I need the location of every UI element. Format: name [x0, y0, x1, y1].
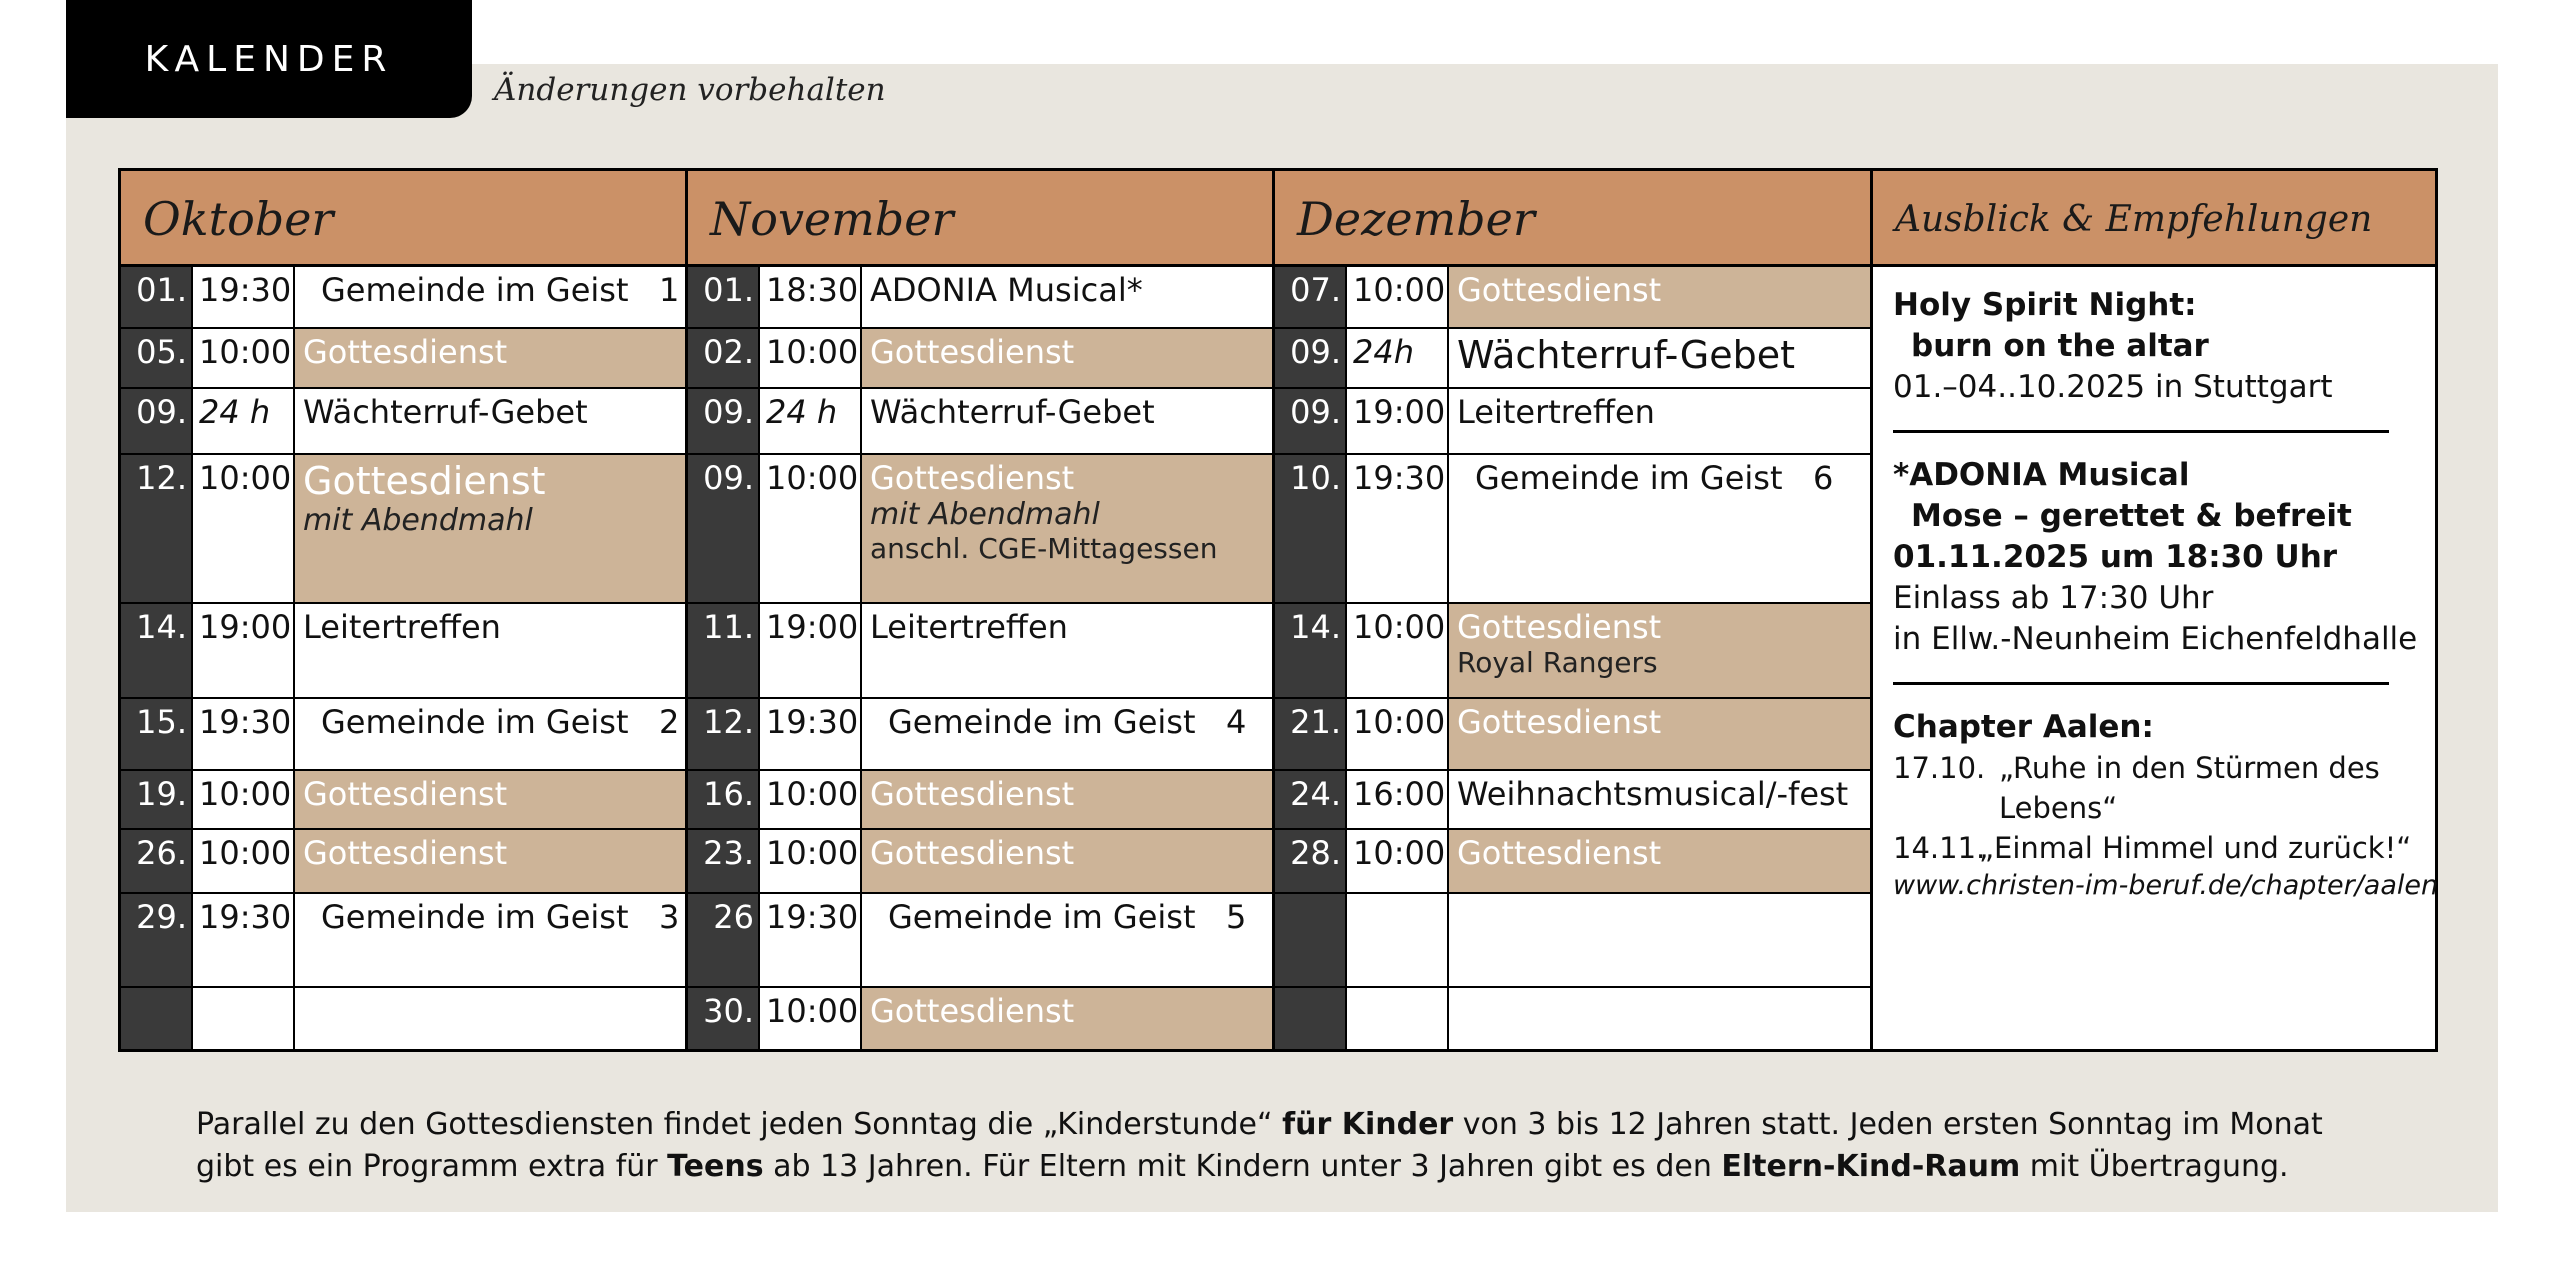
event-cell: [295, 455, 685, 602]
event-time: 19:30: [1345, 455, 1449, 602]
footer-note: [196, 1104, 2323, 1188]
event-time: 19:30: [191, 894, 295, 986]
calendar-table: [118, 168, 2438, 1052]
event-cell: [1449, 699, 1870, 769]
calendar-row: [1275, 828, 1870, 892]
event-title: Gottesdienst: [870, 992, 1075, 1030]
event-day: 07.: [1290, 271, 1341, 309]
divider: [1893, 682, 2389, 685]
event-time: 19:00: [1345, 389, 1449, 453]
event-day: 12.: [703, 703, 754, 741]
chapter-url: www.christen-im-beruf.de/chapter/aalen: [1893, 870, 2439, 901]
event-day: 12.: [136, 459, 187, 497]
event-time: 24 h: [758, 389, 862, 453]
event-day: 26.: [136, 834, 187, 872]
event-title: Gemeinde im Geist 3: [321, 898, 680, 936]
event-day: [1275, 894, 1345, 986]
calendar-row: [1275, 387, 1870, 453]
calendar-row: [1275, 697, 1870, 769]
event-time: 19:30: [758, 894, 862, 986]
calendar-row: [121, 986, 685, 1049]
event-day: 15.: [136, 703, 187, 741]
event-title: Gottesdienst: [870, 459, 1075, 497]
calendar-row: [688, 892, 1272, 986]
event-cell: [1449, 894, 1870, 986]
event-day: 30.: [703, 992, 754, 1030]
event-time: 10:00: [758, 771, 862, 828]
event-cell: [862, 329, 1272, 387]
event-day: 23.: [703, 834, 754, 872]
hsn-subtitle: burn on the altar: [1911, 328, 2209, 364]
event-cell: [295, 830, 685, 892]
footer-text: von 3 bis 12 Jahren statt. Jeden ersten Sonntag im Monat: [1453, 1107, 2323, 1142]
event-cell: [295, 699, 685, 769]
event-time: 10:00: [191, 455, 295, 602]
event-title: Gottesdienst: [870, 775, 1075, 813]
event-day: 01.: [703, 271, 754, 309]
event-cell: [862, 830, 1272, 892]
adonia-entry: Einlass ab 17:30 Uhr: [1893, 580, 2214, 616]
event-day: 09.: [136, 393, 187, 431]
event-time: [1345, 988, 1449, 1049]
adonia-location: in Ellw.-Neunheim Eichenfeldhalle: [1893, 621, 2418, 657]
footer-bold: Teens: [667, 1149, 764, 1184]
calendar-row: [688, 602, 1272, 697]
calendar-row: [121, 828, 685, 892]
hsn-title: Holy Spirit Night:: [1893, 287, 2197, 323]
event-cell: [295, 894, 685, 986]
footer-line: [196, 1146, 2323, 1188]
event-time: 19:30: [758, 699, 862, 769]
event-cell: [1449, 267, 1870, 327]
event-day: 11.: [703, 608, 754, 646]
calendar-row: [688, 697, 1272, 769]
calendar-row: [121, 453, 685, 602]
event-day: 02.: [703, 333, 754, 371]
event-cell: [862, 988, 1272, 1049]
event-title: Gottesdienst: [303, 459, 546, 503]
event-cell: [862, 604, 1272, 697]
calendar-row: [688, 986, 1272, 1049]
event-title: Wächterruf-Gebet: [870, 393, 1155, 431]
event-title: Gottesdienst: [1457, 834, 1662, 872]
event-title: Leitertreffen: [1457, 393, 1655, 431]
event-time: 24h: [1345, 329, 1449, 387]
event-cell: [295, 329, 685, 387]
event-time: 10:00: [191, 830, 295, 892]
calendar-row: [1275, 327, 1870, 387]
page-title: KALENDER: [144, 38, 394, 80]
event-title: Gottesdienst: [303, 775, 508, 813]
calendar-row: [688, 387, 1272, 453]
event-cell: [1449, 830, 1870, 892]
event-cell: [295, 988, 685, 1049]
event-time: [191, 988, 295, 1049]
event-day: 16.: [703, 775, 754, 813]
chapter-date: 14.11.: [1893, 831, 1986, 865]
event-title: Gottesdienst: [1457, 271, 1662, 309]
event-day: [121, 988, 191, 1049]
event-title: Weihnachtsmusical/-fest: [1457, 775, 1849, 813]
footer-bold: für Kinder: [1282, 1107, 1454, 1142]
calendar-row: [1275, 892, 1870, 986]
chapter-text: [1999, 748, 2380, 828]
event-time: 10:00: [758, 455, 862, 602]
event-cell: [1449, 988, 1870, 1049]
event-time: 24 h: [191, 389, 295, 453]
adonia-date: 01.11.2025 um 18:30 Uhr: [1893, 539, 2338, 575]
event-title: Gemeinde im Geist 1: [321, 271, 680, 309]
event-day: 10.: [1290, 459, 1341, 497]
calendar-row: [688, 828, 1272, 892]
event-title: ADONIA Musical*: [870, 271, 1143, 309]
event-day: 09.: [1290, 393, 1341, 431]
event-cell: [862, 455, 1272, 602]
event-time: 19:00: [191, 604, 295, 697]
footer-line: [196, 1104, 2323, 1146]
chapter-text: „Einmal Himmel und zurück!“: [1979, 831, 2412, 865]
event-day: 19.: [136, 775, 187, 813]
event-cell: [1449, 455, 1870, 602]
month-header-dezember: Dezember: [1297, 192, 1535, 246]
event-time: 10:00: [758, 988, 862, 1049]
month-header-november: November: [710, 192, 954, 246]
chapter-text-line: „Ruhe in den Stürmen des: [1999, 751, 2380, 785]
calendar-row: [688, 453, 1272, 602]
calendar-header-tab: [66, 0, 472, 118]
event-day: [1275, 988, 1345, 1049]
event-time: 19:30: [191, 699, 295, 769]
page-subtitle: Änderungen vorbehalten: [494, 72, 886, 108]
event-title: Gottesdienst: [870, 333, 1075, 371]
event-title: Gemeinde im Geist 5: [888, 898, 1247, 936]
event-day: 24.: [1290, 775, 1341, 813]
event-title: Gottesdienst: [1457, 703, 1662, 741]
event-cell: [862, 894, 1272, 986]
event-day: 09.: [703, 393, 754, 431]
footer-text: Parallel zu den Gottesdiensten findet jeden Sonntag die „Kinderstunde“: [196, 1107, 1283, 1142]
calendar-row: [1275, 602, 1870, 697]
event-cell: [295, 389, 685, 453]
footer-text: ab 13 Jahren. Für Eltern mit Kindern unter 3 Jahren gibt es den: [763, 1149, 1722, 1184]
event-cell: [1449, 329, 1870, 387]
calendar-row: [121, 267, 685, 327]
event-note: Royal Rangers: [1457, 646, 1658, 679]
hsn-date: 01.–04..10.2025 in Stuttgart: [1893, 369, 2333, 405]
event-day: 05.: [136, 333, 187, 371]
chapter-item: [1893, 748, 2435, 828]
event-time: 10:00: [1345, 699, 1449, 769]
event-day: 14.: [1290, 608, 1341, 646]
aside-recommendations: [1873, 267, 2439, 904]
footer-text: mit Übertragung.: [2020, 1149, 2289, 1184]
adonia-title: *ADONIA Musical: [1893, 457, 2190, 493]
event-time: 19:30: [191, 267, 295, 327]
event-title: Gottesdienst: [870, 834, 1075, 872]
calendar-row: [121, 602, 685, 697]
event-time: 10:00: [191, 329, 295, 387]
event-cell: [295, 604, 685, 697]
event-title: Gemeinde im Geist 4: [888, 703, 1247, 741]
divider: [1893, 430, 2389, 433]
event-cell: [295, 771, 685, 828]
event-time: 10:00: [758, 830, 862, 892]
event-time: 19:00: [758, 604, 862, 697]
event-time: 10:00: [191, 771, 295, 828]
event-title: Gottesdienst: [303, 333, 508, 371]
calendar-row: [121, 387, 685, 453]
event-time: 10:00: [1345, 830, 1449, 892]
event-cell: [1449, 389, 1870, 453]
calendar-row: [1275, 453, 1870, 602]
chapter-text-line: Lebens“: [1999, 791, 2118, 825]
calendar-row: [1275, 267, 1870, 327]
event-note: anschl. CGE-Mittagessen: [870, 532, 1218, 565]
event-day: 21.: [1290, 703, 1341, 741]
calendar-row: [121, 697, 685, 769]
chapter-title: Chapter Aalen:: [1893, 709, 2154, 745]
event-day: 01.: [136, 271, 187, 309]
event-day: 29.: [136, 898, 187, 936]
calendar-row: [688, 327, 1272, 387]
event-title: Gemeinde im Geist 6: [1475, 459, 1834, 497]
chapter-item: [1893, 828, 2435, 868]
event-time: 10:00: [758, 329, 862, 387]
event-cell: [1449, 771, 1870, 828]
event-day: 09.: [703, 459, 754, 497]
event-day: 14.: [136, 608, 187, 646]
footer-bold: Eltern-Kind-Raum: [1721, 1149, 2021, 1184]
event-time: 18:30: [758, 267, 862, 327]
event-title: Leitertreffen: [303, 608, 501, 646]
calendar-row: [1275, 986, 1870, 1049]
footer-text: gibt es ein Programm extra für: [196, 1149, 668, 1184]
event-time: 10:00: [1345, 267, 1449, 327]
event-day: 09.: [1290, 333, 1341, 371]
event-time: 10:00: [1345, 604, 1449, 697]
event-cell: [1449, 604, 1870, 697]
chapter-date: 17.10.: [1893, 751, 1986, 785]
aside-header: Ausblick & Empfehlungen: [1895, 198, 2373, 240]
calendar-row: [121, 327, 685, 387]
event-subtitle: mit Abendmahl: [303, 503, 533, 538]
event-cell: [862, 389, 1272, 453]
event-cell: [862, 699, 1272, 769]
event-title: Leitertreffen: [870, 608, 1068, 646]
calendar-row: [121, 769, 685, 828]
event-title: Wächterruf-Gebet: [1457, 333, 1795, 377]
event-title: Gemeinde im Geist 2: [321, 703, 680, 741]
calendar-row: [121, 892, 685, 986]
event-day: 28.: [1290, 834, 1341, 872]
month-header-oktober: Oktober: [143, 192, 334, 246]
event-cell: [862, 267, 1272, 327]
calendar-row: [688, 267, 1272, 327]
event-day: 26: [713, 898, 754, 936]
event-title: Gottesdienst: [303, 834, 508, 872]
event-cell: [295, 267, 685, 327]
event-time: 16:00: [1345, 771, 1449, 828]
event-title: Wächterruf-Gebet: [303, 393, 588, 431]
calendar-row: [688, 769, 1272, 828]
adonia-subtitle: Mose – gerettet & befreit: [1911, 498, 2352, 534]
event-title: Gottesdienst: [1457, 608, 1662, 646]
event-cell: [862, 771, 1272, 828]
calendar-row: [1275, 769, 1870, 828]
event-time: [1345, 894, 1449, 986]
event-subtitle: mit Abendmahl: [870, 497, 1100, 532]
